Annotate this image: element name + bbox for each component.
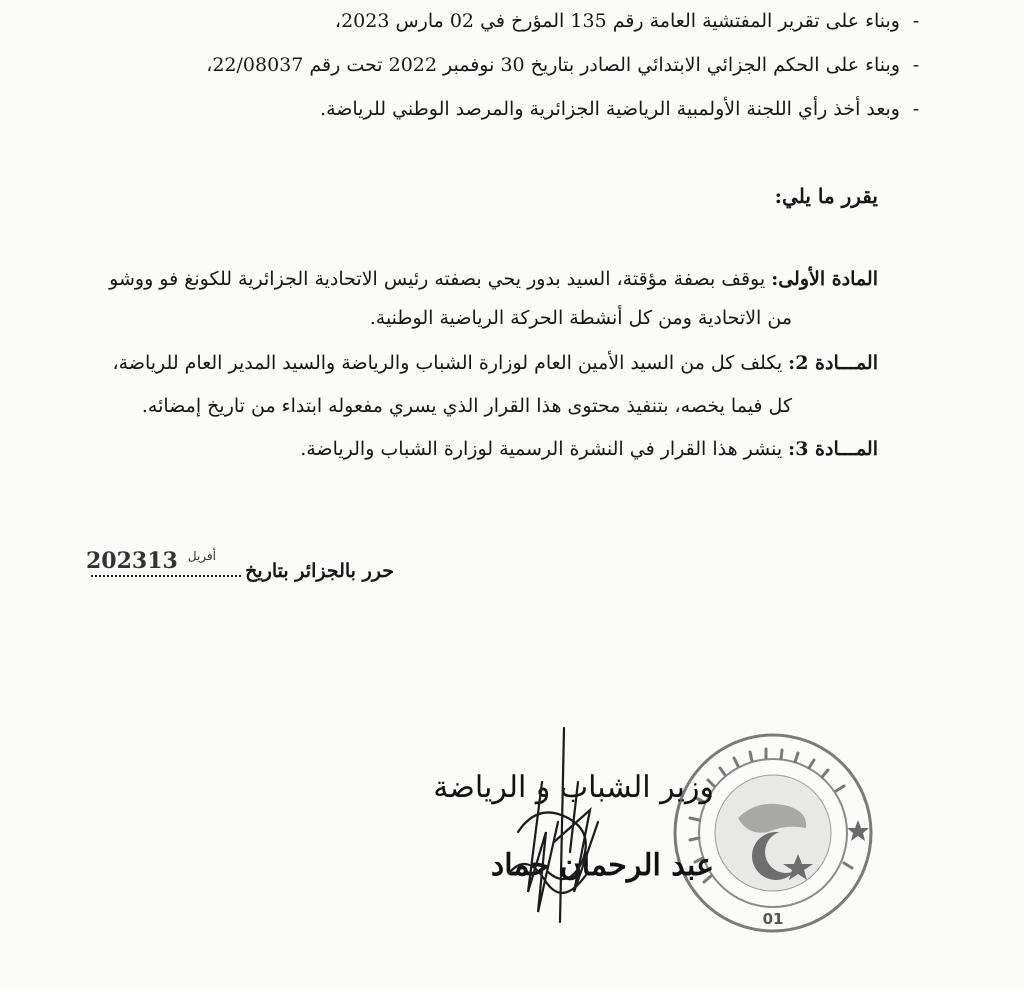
article-2-line-1: المـــادة 2: يكلف كل من السيد الأمين العام لوزارة الشباب والرياضة والسيد المدير العام للرياضة، <box>112 352 878 374</box>
article-1-line-1: المادة الأولى: يوقف بصفة مؤقتة، السيد بدور يحي بصفته رئيس الاتحادية الجزائرية للكونغ فو ووشو <box>109 268 878 290</box>
bullet-dash: - <box>912 98 920 120</box>
minister-name: عبد الرحمان حماد <box>490 848 714 883</box>
preamble-line-2: -وبناء على الحكم الجزائي الابتدائي الصادر بتاريخ 30 نوفمبر 2022 تحت رقم 22/08037، <box>206 52 932 78</box>
seal-number: 01 <box>762 910 784 928</box>
handwritten-signature-icon <box>498 722 618 932</box>
preamble-line-1: -وبناء على تقرير المفتشية العامة رقم 135 المؤرخ في 02 مارس 2023، <box>335 8 932 34</box>
bullet-dash: - <box>912 54 920 76</box>
preamble-line-3: -وبعد أخذ رأي اللجنة الأولمبية الرياضية الجزائرية والمرصد الوطني للرياضة. <box>320 96 932 122</box>
date-month: أفريل <box>187 548 216 563</box>
article-2-line-2: كل فيما يخصه، بتنفيذ محتوى هذا القرار الذي يسري مفعوله ابتداء من تاريخ إمضائه. <box>141 395 792 417</box>
minister-title: وزير الشباب و الرياضة <box>433 770 714 805</box>
article-3-line-1: المـــادة 3: ينشر هذا القرار في النشرة الرسمية لوزارة الشباب والرياضة. <box>300 438 878 460</box>
article-1-label: المادة الأولى: <box>771 268 878 290</box>
decision-heading: يقرر ما يلي: <box>774 184 878 208</box>
date-day: 13 <box>147 548 178 574</box>
place-date-line: حرر بالجزائر بتاريخ <box>91 560 394 582</box>
bullet-dash: - <box>912 10 920 32</box>
date-year: 2023 <box>86 548 148 574</box>
official-seal-icon <box>668 728 878 938</box>
article-2-label: المـــادة 2: <box>788 352 878 374</box>
article-3-label: المـــادة 3: <box>788 438 878 460</box>
stamped-date <box>86 548 226 574</box>
article-1-line-2: من الاتحادية ومن كل أنشطة الحركة الرياضية الوطنية. <box>369 307 792 329</box>
